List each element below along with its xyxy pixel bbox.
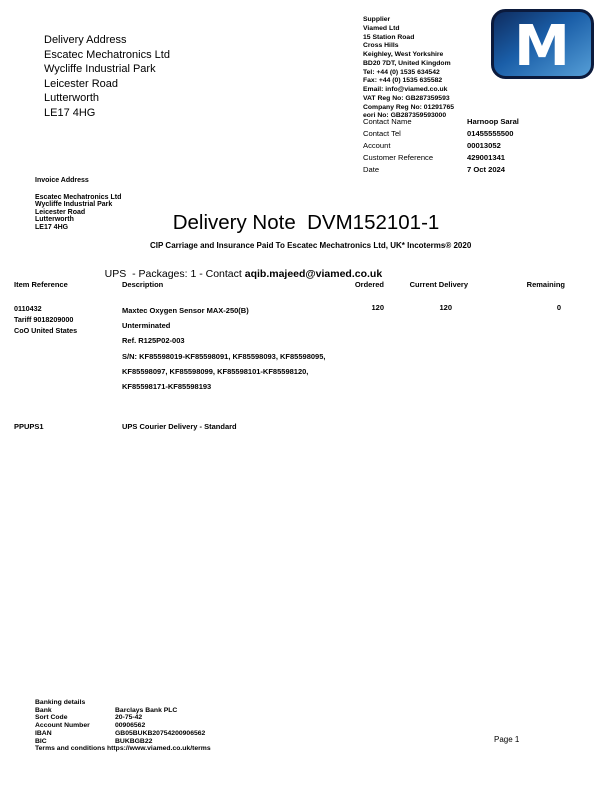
page-number: Page 1 [494,735,520,744]
incoterms-line: CIP Carriage and Insurance Paid To Escatec Mechatronics Ltd, UK* Incoterms® 2020 [150,241,472,250]
supplier-title: Supplier [363,16,391,23]
item-reference-code: 0110432 [14,304,42,313]
supplier-line: VAT Reg No: GB287359593 [363,94,450,102]
col-header-description: Description [122,280,164,289]
contact-value: 7 Oct 2024 [467,165,505,174]
delivery-address-line: Wycliffe Industrial Park [44,63,156,76]
banking-label: Account Number [35,722,90,730]
contact-row [363,165,583,177]
invoice-address-line: Wycliffe Industrial Park [35,201,113,209]
banking-value: 00906562 [115,722,146,730]
invoice-address-line: Leicester Road [35,208,86,216]
item-description-line: Maxtec Oxygen Sensor MAX-250(B) [122,306,249,315]
banking-row [35,738,211,746]
item-current-delivery-qty: 120 [439,303,452,312]
viamed-logo [491,9,594,84]
item-tariff: Tariff 9018209000 [14,315,74,324]
contact-value: Harnoop Saral [467,117,519,126]
supplier-line: Viamed Ltd [363,24,400,32]
delivery-address-block [44,33,170,121]
logo-m-glyph: M [514,14,570,79]
banking-row [35,707,211,715]
delivery-address-line: LE17 4HG [44,106,96,119]
banking-row [35,730,211,738]
item-description-line: Ref. R125P02-003 [122,336,185,346]
invoice-address-line: Lutterworth [35,216,74,224]
banking-label: IBAN [35,729,52,737]
contact-value: 00013052 [467,141,501,150]
contact-row [363,129,583,141]
viamed-logo-icon [491,9,594,79]
supplier-line: Fax: +44 (0) 1535 635582 [363,77,443,85]
col-header-remaining: Remaining [526,280,565,289]
invoice-address-line: LE17 4HG [35,223,69,231]
supplier-line: Email: info@viamed.co.uk [363,86,448,93]
contact-value: 429001341 [467,153,506,162]
contact-row [363,153,583,165]
banking-label: BIC [35,737,47,745]
contact-label: Account [363,141,391,150]
col-header-ordered: Ordered [354,280,384,289]
item-reference-cell [14,303,77,336]
supplier-block [363,16,493,121]
item-serial-numbers-line: S/N: KF85598019-KF85598091, KF85598093, KF85598095, [122,351,326,361]
supplier-line: eori No: GB287359593000 [363,112,447,120]
delivery-address-title: Delivery Address [44,34,127,46]
document-title: Delivery Note DVM152101-1 [172,211,440,234]
item-description-line: Unterminated [122,321,171,331]
item-serial-numbers-line: KF85598097, KF85598099, KF85598101-KF85598120, [122,366,309,376]
item-description-cell [122,303,325,394]
col-header-item-reference: Item Reference [14,280,68,289]
item-coo: CoO United States [14,326,78,335]
banking-title: Banking details [35,699,86,706]
delivery-address-line: Leicester Road [44,77,118,90]
delivery-address-line: Lutterworth [44,92,100,105]
supplier-line: Cross Hills [363,42,399,50]
banking-value: BUKBGB22 [115,737,153,745]
supplier-line: 15 Station Road [363,33,415,41]
contact-label: Contact Tel [363,129,401,138]
banking-label: Bank [35,706,52,714]
supplier-line: Tel: +44 (0) 1535 634542 [363,68,440,76]
banking-value: Barclays Bank PLC [115,706,178,714]
shipping-contact-email: aqib.majeed@viamed.co.uk [244,268,383,280]
invoice-address-line: Escatec Mechatronics Ltd [35,193,122,201]
contact-row [363,117,583,129]
supplier-line: Keighley, West Yorkshire [363,51,444,58]
banking-label: Sort Code [35,714,68,722]
banking-value: 20-75-42 [115,714,143,722]
contact-label: Date [363,165,380,174]
carriage-reference-cell: PPUPS1 [14,422,44,431]
item-ordered-qty: 120 [371,303,384,312]
item-remaining-qty: 0 [556,303,561,312]
terms-and-conditions-line: Terms and conditions https://www.viamed.co.uk/terms [35,745,211,753]
supplier-line: Company Reg No: 01291765 [363,103,455,111]
banking-value: GB05BUKB20754200906562 [115,729,206,737]
contact-value: 01455555500 [467,129,514,138]
carriage-description-cell: UPS Courier Delivery - Standard [122,422,237,431]
contact-label: Contact Name [363,117,412,126]
banking-row [35,714,211,722]
delivery-address-line: Escatec Mechatronics Ltd [44,48,170,61]
invoice-address-title: Invoice Address [35,177,89,184]
item-serial-numbers-line: KF85598171-KF85598193 [122,382,212,392]
contact-label: Customer Reference [363,153,434,162]
contact-row [363,141,583,153]
contact-block [363,117,583,177]
col-header-current-delivery: Current Delivery [409,280,468,289]
banking-row [35,722,211,730]
supplier-line: BD20 7DT, United Kingdom [363,59,451,67]
shipping-method-text: UPS - Packages: 1 - Contact [104,268,245,280]
banking-details-block [35,699,211,753]
